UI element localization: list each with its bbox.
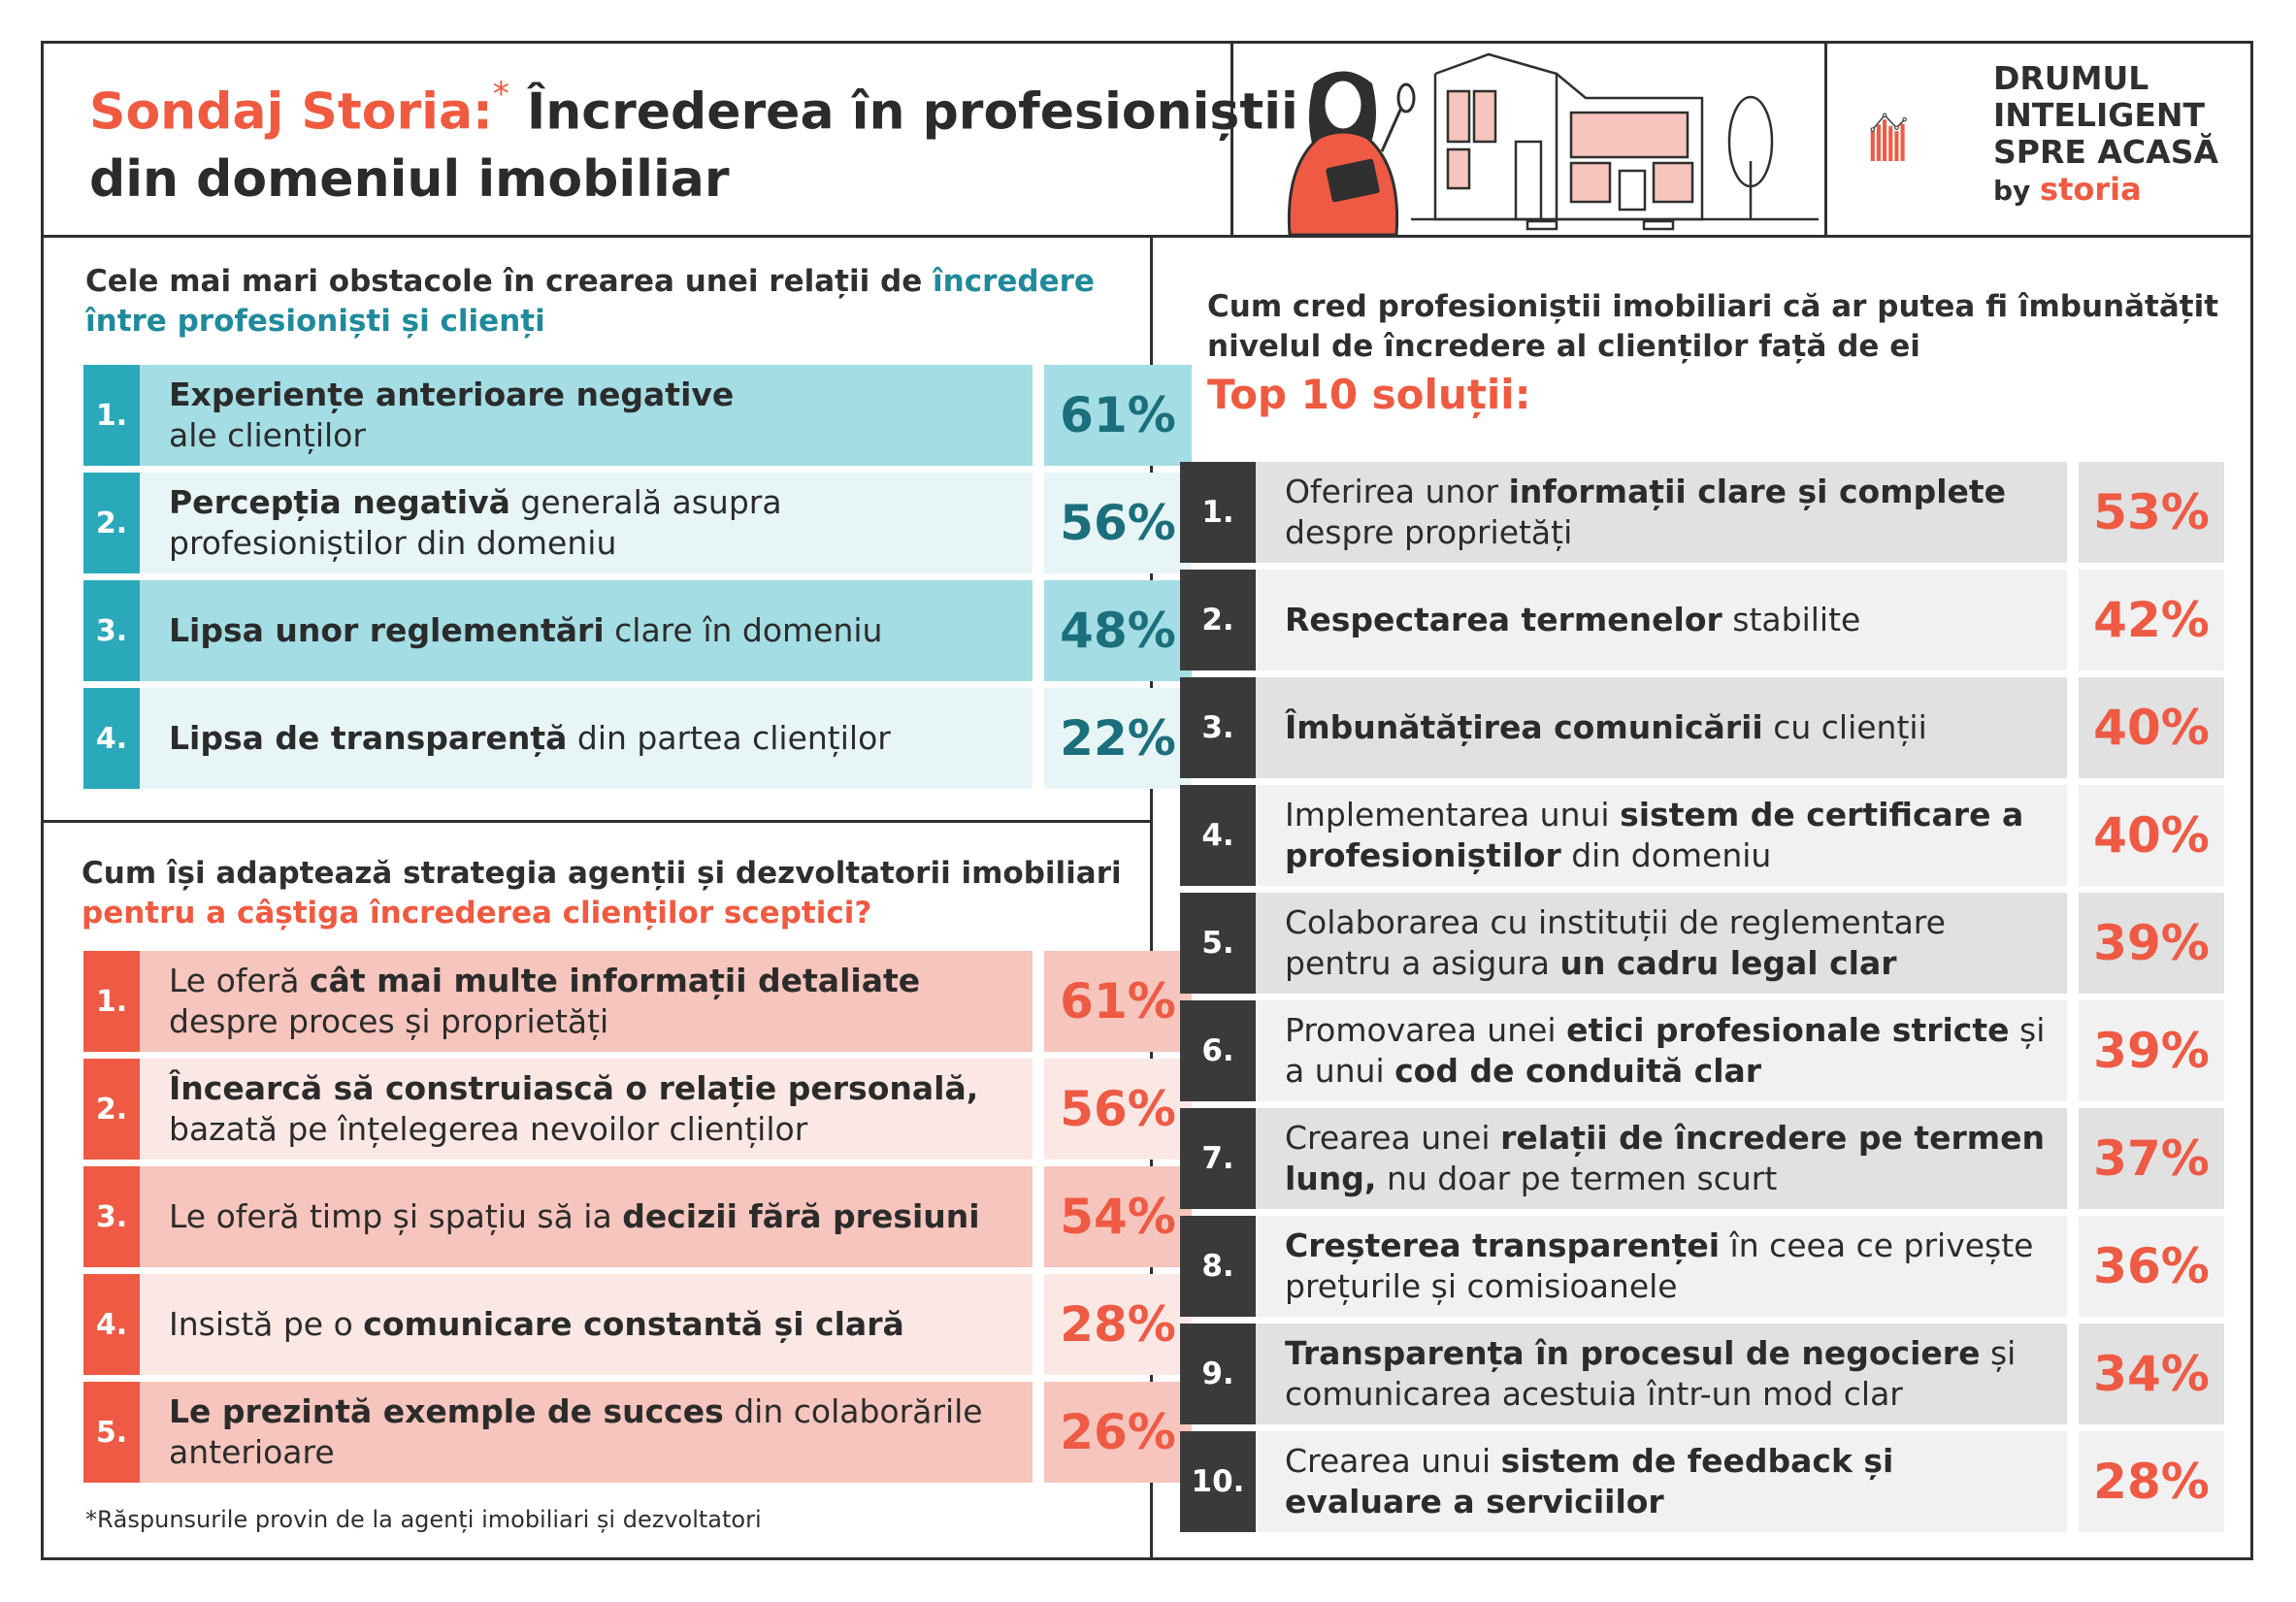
item-bold: Percepția negativă [169,483,510,521]
item-number: 9. [1180,1324,1256,1424]
list-item [83,688,1192,789]
list-item [1180,677,2224,778]
item-bold: sistem de feedback și evaluare a serviciilor [1285,1442,1894,1520]
list-item [83,1166,1192,1267]
item-bold: comunicare constantă și clară [363,1305,904,1343]
item-percentage: 56% [1044,1059,1192,1160]
item-rest: despre proces și proprietăți [169,1002,609,1040]
list-item [83,580,1192,681]
item-pre: Oferirea unor [1285,473,1509,510]
item-bold: decizii fără presiuni [622,1197,980,1235]
item-text [140,688,1033,789]
item-text [140,580,1033,681]
item-number: 4. [83,688,140,789]
item-text [140,365,1033,466]
strategy-heading-line1: Cum își adaptează strategia agenții și dezvoltatorii imobiliari [82,856,1122,891]
logo-text [1993,60,2218,210]
list-item [83,1382,1192,1483]
item-text [1256,1108,2067,1209]
item-text [1256,1000,2067,1101]
item-rest: despre proprietăți [1285,513,1573,551]
item-percentage: 28% [2079,1431,2224,1532]
obstacles-heading [85,262,1095,342]
item-pre: Insistă pe o [169,1305,364,1343]
item-percentage: 37% [2079,1108,2224,1209]
item-rest: generală asupra profesioniștilor din domeniu [169,483,782,562]
title-line2: din domeniul imobiliar [89,150,730,210]
item-text [140,1274,1033,1375]
logo-brand: storia [2040,171,2142,208]
item-bold: Lipsa de transparență [169,719,568,757]
solutions-heading-line1: Cum cred profesioniștii imobiliari că ar putea fi îmbunătățit [1207,289,2219,324]
item-percentage: 53% [2079,462,2224,563]
item-bold: etici profesionale stricte [1566,1011,2010,1049]
item-pre: Le oferă [169,962,310,999]
list-item [83,473,1192,573]
item-percentage: 22% [1044,688,1192,789]
item-rest: în ceea ce privește prețurile și comisioanele [1285,1226,2034,1305]
item-text [1256,1324,2067,1424]
logo-byline [1993,171,2218,210]
item-pre: Promovarea unei [1285,1011,1567,1049]
item-number: 10. [1180,1431,1256,1532]
page-title [89,66,1298,213]
agent-with-house-illustration [1236,45,1819,235]
item-pre: Colaborarea cu instituții de reglementare pentru a asigura [1285,903,1946,982]
item-text [1256,1431,2067,1532]
item-percentage: 28% [1044,1274,1192,1375]
item-bold: Experiențe anterioare negative [169,376,735,413]
item-percentage: 48% [1044,580,1192,681]
item-bold2: cod de conduită clar [1394,1052,1762,1090]
item-rest: și comunicarea acestuia într-un mod clar [1285,1334,2017,1413]
item-rest: stabilite [1722,601,1861,638]
item-text [1256,785,2067,886]
item-number: 7. [1180,1108,1256,1209]
header-divider [41,235,2253,238]
item-bold: cât mai multe informații detaliate [310,962,921,999]
item-percentage: 40% [2079,785,2224,886]
item-pre: Crearea unui [1285,1442,1501,1480]
item-rest: nu doar pe termen scurt [1376,1160,1778,1197]
item-text [1256,893,2067,994]
item-percentage: 61% [1044,365,1192,466]
logo-by: by [1993,175,2031,207]
item-rest: cu clienții [1762,708,1927,746]
list-item [83,951,1192,1052]
item-number: 1. [83,951,140,1052]
item-bold: Lipsa unor reglementări [169,611,605,649]
item-number: 5. [1180,893,1256,994]
title-main: Încrederea în profesioniștii [508,82,1298,142]
list-item [1180,785,2224,886]
list-item [1180,1216,2224,1317]
item-number: 2. [1180,570,1256,670]
top10-label: Top 10 soluții: [1207,371,1531,418]
woman-figure-icon [1289,72,1414,236]
item-bold: Îmbunătățirea comunicării [1285,708,1763,746]
list-item [1180,1431,2224,1532]
item-bold: Respectarea termenelor [1285,601,1722,638]
item-text [140,1059,1033,1160]
left-section-divider [41,820,1153,823]
item-text [1256,677,2067,778]
item-bold: relații de încredere pe termen lung, [1285,1119,2046,1197]
list-item [83,1274,1192,1375]
item-number: 8. [1180,1216,1256,1317]
solutions-heading [1207,287,2218,367]
item-text [140,473,1033,573]
item-number: 3. [1180,677,1256,778]
item-bold: informații clare și complete [1508,473,2007,510]
item-rest: clare în domeniu [604,611,883,649]
list-item [83,365,1192,466]
item-text [140,1166,1033,1267]
item-bold: un cadru legal clar [1559,944,1897,982]
strategy-heading [82,854,1122,933]
tree-icon [1729,97,1772,219]
item-rest: din colaborările anterioare [169,1392,983,1471]
item-pre: Le oferă timp și spațiu să ia [169,1197,623,1235]
item-number: 5. [83,1382,140,1483]
item-pre: Implementarea unui [1285,796,1621,834]
item-percentage: 61% [1044,951,1192,1052]
item-text [1256,570,2067,670]
item-number: 2. [83,1059,140,1160]
item-pre: Crearea unei [1285,1119,1501,1157]
item-number: 3. [83,580,140,681]
item-rest: din partea clienților [567,719,891,757]
list-item [1180,1108,2224,1209]
item-text [1256,462,2067,563]
list-item [1180,570,2224,670]
item-bold: Le prezintă exemple de succes [169,1392,724,1430]
item-percentage: 42% [2079,570,2224,670]
item-rest: și a unui [1285,1011,2046,1090]
item-rest: ale clienților [169,416,366,454]
obstacles-heading-highlight: încredere [933,264,1095,299]
item-percentage: 56% [1044,473,1192,573]
logo-line1: DRUMUL [1993,59,2149,97]
list-item [1180,462,2224,563]
item-bold: sistem de certificare a profesioniștilor [1285,796,2024,874]
item-number: 2. [83,473,140,573]
header-divider-v2 [1824,41,1827,237]
item-rest: bazată pe înțelegerea nevoilor clienților [169,1110,808,1148]
list-item [83,1059,1192,1160]
item-number: 4. [83,1274,140,1375]
item-percentage: 34% [2079,1324,2224,1424]
item-bold: Creșterea transparenței [1285,1226,1721,1264]
list-item [1180,1324,2224,1424]
item-number: 1. [83,365,140,466]
item-number: 3. [83,1166,140,1267]
item-rest: din domeniu [1560,836,1772,874]
solutions-heading-line2: nivelul de încredere al clienților față de ei [1207,329,1920,364]
list-item [1180,1000,2224,1101]
obstacles-heading-text: Cele mai mari obstacole în crearea unei relații de [85,264,934,299]
title-asterisk: * [492,75,509,114]
item-percentage: 39% [2079,1000,2224,1101]
item-number: 6. [1180,1000,1256,1101]
item-percentage: 54% [1044,1166,1192,1267]
strategy-heading-line2: pentru a câștiga încrederea clienților sceptici? [82,896,872,931]
item-text [140,1382,1033,1483]
item-bold: Transparența în procesul de negociere [1285,1334,1981,1372]
item-number: 1. [1180,462,1256,563]
item-text [140,951,1033,1052]
list-item [1180,893,2224,994]
item-percentage: 39% [2079,893,2224,994]
logo-line2: INTELIGENT [1993,96,2206,134]
item-percentage: 40% [2079,677,2224,778]
logo-line3: SPRE ACASĂ [1993,133,2218,171]
obstacles-heading-line2: între profesioniști și clienți [85,304,545,339]
item-text [1256,1216,2067,1317]
item-percentage: 26% [1044,1382,1192,1483]
item-number: 4. [1180,785,1256,886]
item-percentage: 36% [2079,1216,2224,1317]
storia-chart-logo-icon [1868,60,1994,215]
item-bold: Încearcă să construiască o relație personală, [169,1069,979,1107]
title-survey-name: Sondaj Storia: [89,82,493,142]
footnote: *Răspunsurile provin de la agenți imobiliari și dezvoltatori [85,1506,762,1533]
